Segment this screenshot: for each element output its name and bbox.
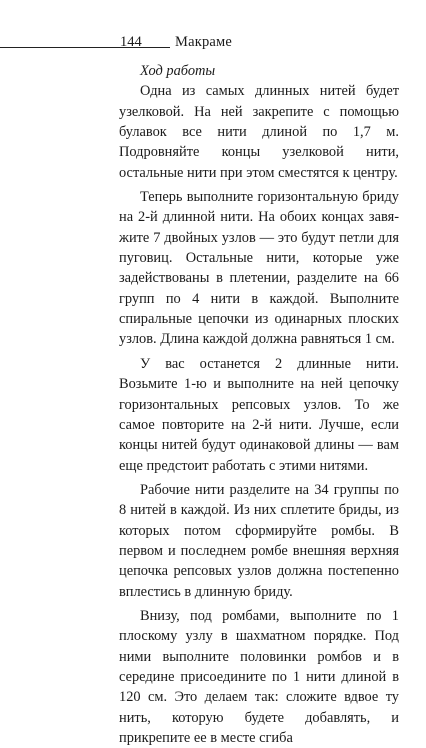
running-title: Макраме (175, 34, 233, 50)
paragraph: У вас останется 2 длинные нити. Возьмите 1-ю и выполните на ней цепочку горизонтальных репсовых узлов. То же самое повторите на 2-й нити. Лучше, если концы нитей будут одинаковой длины — вам еще предстоит работать с этими нитями. (119, 355, 399, 474)
page-number: 144 (120, 34, 142, 50)
paragraph: Внизу, под ромбами, выполните по 1 плоскому узлу в шахматном порядке. Под ними выполните половинки ромбов и в середине присоедините по 1 нити длиной в 120 см. Это делаем так: сложите вдвое ту нить, которую будете добавлять, и прикрепите ее в месте сгиба (119, 607, 399, 746)
body-text (119, 61, 399, 748)
paragraph: Рабочие нити разделите на 34 группы по 8 нитей в каждой. Из них сплетите бриды, из которых потом сформируйте ромбы. В первом и последнем ромбе внешняя верхняя цепочка репсовых узлов должна постепенно вплестись в длинную бриду. (119, 481, 399, 600)
header-rule (0, 47, 170, 48)
paragraph: Одна из самых длинных нитей будет узелковой. На ней закрепите с помощью булавок все нити длиной по 1,7 м. Подровняйте концы узелковой нити, остальные нити при этом сместятся к центру. (119, 83, 399, 181)
running-header (0, 34, 426, 54)
section-title: Ход работы (140, 63, 216, 79)
paragraph: Теперь выполните горизонтальную бриду на 2-й длинной нити. На обоих концах завяжите 7 двойных узлов — это будут петли для пуговиц. Остальные нити, которые уже задействованы в плетении, разделите на 66 групп по 4 нити в каждой. Выполните спиральные цепочки из одинарных плоских узлов. Длина каждой должна равняться 1 см. (119, 189, 399, 348)
